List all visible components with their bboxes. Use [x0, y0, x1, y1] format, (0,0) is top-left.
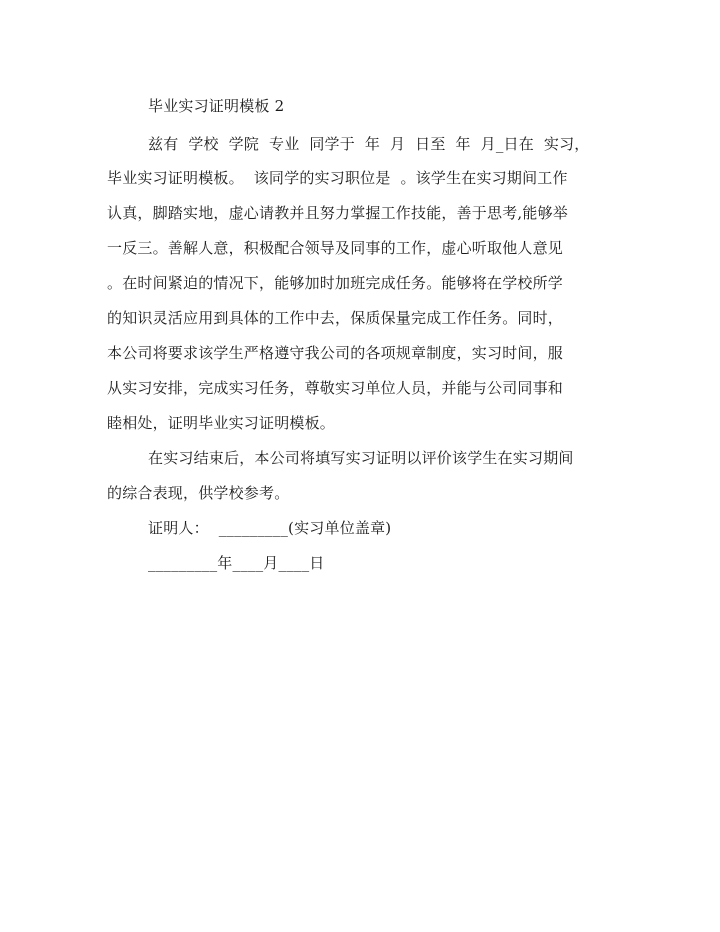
signature-line: 证明人： _________(实习单位盖章) — [148, 519, 392, 537]
paragraph-1-line-1: 兹有 学校 学院 专业 同学于 年 月 日至 年 月_日在 实习， — [148, 135, 590, 153]
paragraph-1-line-4: 一反三。善解人意，积极配合领导及同事的工作，虚心听取他人意见 — [107, 239, 564, 257]
paragraph-1-line-6: 的知识灵活应用到具体的工作中去，保质保量完成工作任务。同时， — [107, 309, 564, 327]
paragraph-1-line-7: 本公司将要求该学生严格遵守我公司的各项规章制度，实习时间，服 — [107, 344, 564, 362]
document-title: 毕业实习证明模板 2 — [148, 97, 285, 115]
paragraph-1-line-3: 认真，脚踏实地，虚心请教并且努力掌握工作技能，善于思考,能够举 — [107, 204, 568, 222]
paragraph-2-line-1: 在实习结束后，本公司将填写实习证明以评价该学生在实习期间 — [148, 449, 574, 467]
paragraph-2-line-2: 的综合表现，供学校参考。 — [107, 484, 290, 502]
date-line: _________年____月____日 — [148, 554, 325, 572]
paragraph-1-line-8: 从实习安排，完成实习任务，尊敬实习单位人员，并能与公司同事和 — [107, 379, 564, 397]
paragraph-1-line-5: 。在时间紧迫的情况下，能够加时加班完成任务。能够将在学校所学 — [107, 274, 564, 292]
paragraph-1-line-9: 睦相处，证明毕业实习证明模板。 — [107, 414, 336, 432]
paragraph-1-line-2: 毕业实习证明模板。 该同学的实习职位是 。该学生在实习期间工作 — [107, 169, 568, 187]
